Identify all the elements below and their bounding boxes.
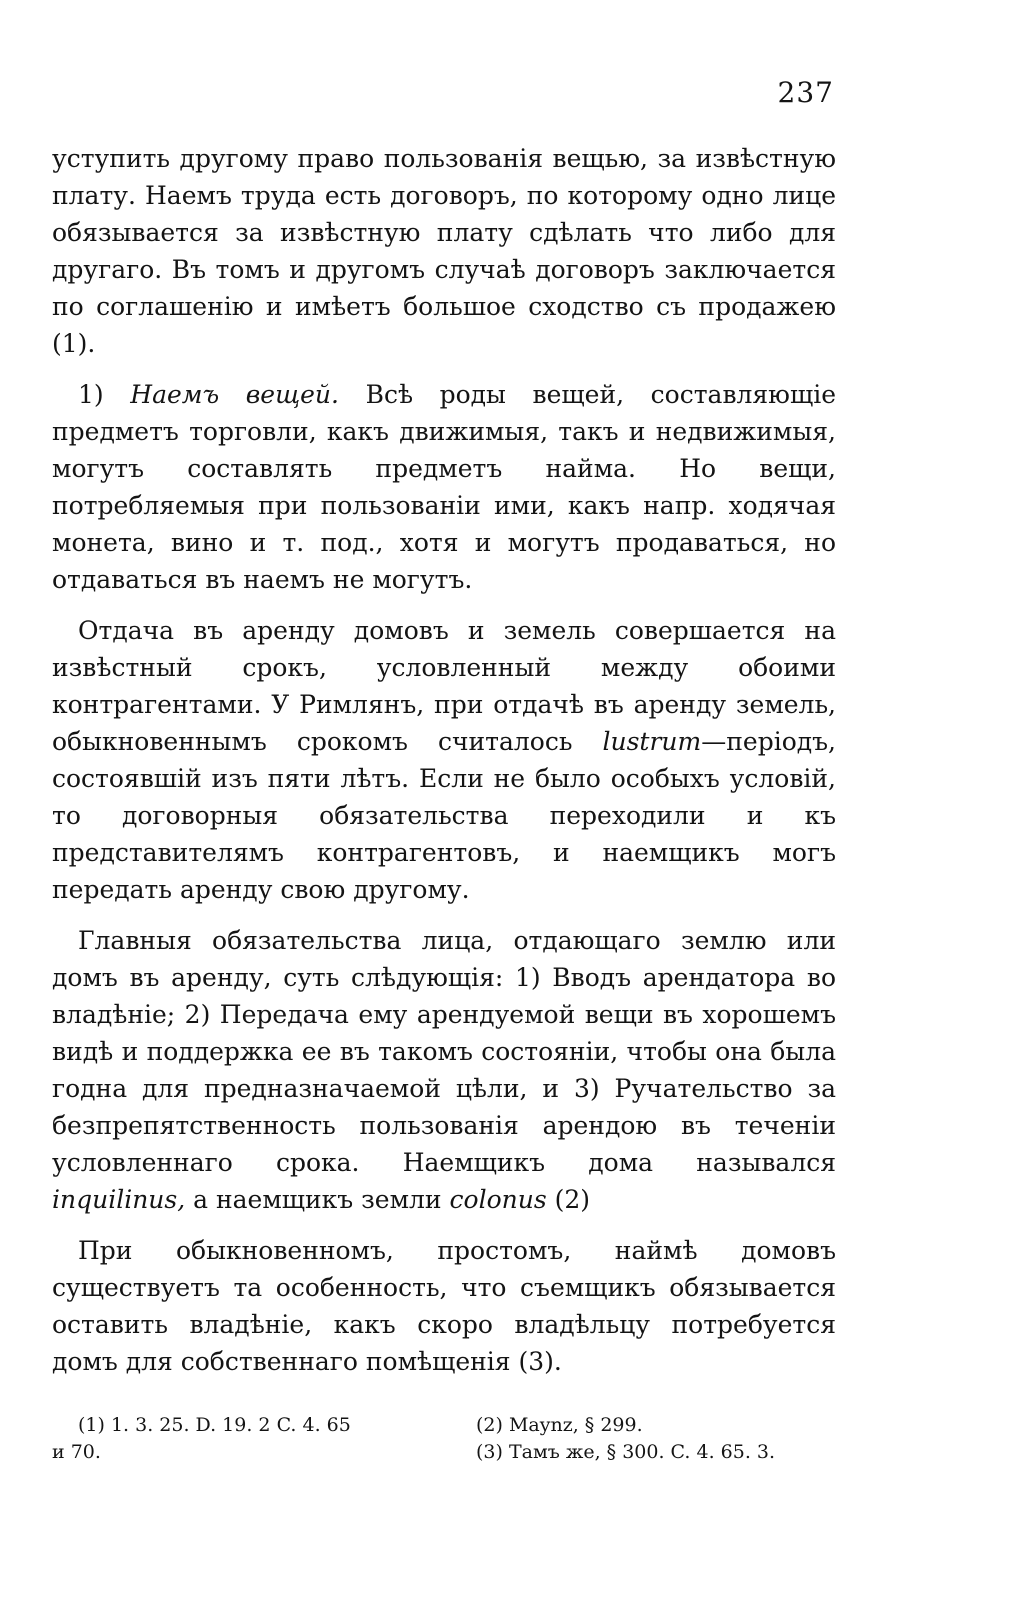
paragraph-3-after: —періодъ, состоявшій изъ пяти лѣтъ. Если не было особыхъ условій, то договорныя обязательства переходили и къ представителямъ контрагентовъ, и наемщикъ могъ передать аренду свою другому. (52, 727, 836, 904)
text-body (52, 140, 836, 1394)
paragraph-2-heading: Наемъ вещей. (130, 380, 339, 409)
page-number: 237 (777, 76, 834, 109)
footnotes (52, 1412, 836, 1466)
paragraph-2-text: Всѣ роды вещей, составляющіе предметъ торговли, какъ движимыя, такъ и недвижимыя, могутъ составлять предметъ найма. Но вещи, потребляемыя при пользованіи ими, какъ напр. ходячая монета, вино и т. под., хотя и могутъ продаваться, но отдаваться въ наемъ не могутъ. (52, 380, 836, 594)
footnote-column-left (52, 1412, 422, 1466)
paragraph-4-middle: а наемщикъ земли (185, 1185, 450, 1214)
paragraph-3-before: Отдача въ аренду домовъ и земель совершается на извѣстный срокъ, условленный между обоими контрагентами. У Римлянъ, при отдачѣ въ аренду земель, обыкновеннымъ срокомъ считалось (52, 616, 836, 756)
paragraph-2-prefix: 1) (78, 380, 131, 409)
paragraph-4-term-colonus: colonus (449, 1185, 547, 1214)
paragraph-3 (52, 612, 836, 908)
paragraph-4-term-inquilinus: inquilinus, (52, 1185, 186, 1214)
paragraph-5: При обыкновенномъ, простомъ, наймѣ домовъ существуетъ та особенность, что съемщикъ обязывается оставить владѣніе, какъ скоро владѣльцу потребуется домъ для собственнаго помѣщенія (3). (52, 1236, 836, 1376)
paragraph-2 (52, 376, 836, 598)
paragraph-4-before: Главныя обязательства лица, отдающаго землю или домъ въ аренду, суть слѣдующія: 1) Вводъ арендатора во владѣніе; 2) Передача ему арендуемой вещи въ хорошемъ видѣ и поддержка ее въ такомъ состояніи, чтобы она была годна для предназначаемой цѣли, и 3) Ручательство за безпрепятственность пользованія арендою въ теченіи условленнаго срока. Наемщикъ дома назывался (52, 926, 836, 1177)
footnote-1-line-1: (1) 1. 3. 25. D. 19. 2 C. 4. 65 (78, 1414, 351, 1436)
paragraph-4-after: (2) (546, 1185, 591, 1214)
paragraph-4 (52, 922, 836, 1218)
paragraph-1: уступить другому право пользованія вещью, за извѣстную плату. Наемъ труда есть договоръ, по которому одно лице обязывается за извѣстную плату сдѣлать что либо для другаго. Въ томъ и другомъ случаѣ договоръ заключается по соглашенію и имѣетъ большое сходство съ продажею (1). (52, 144, 836, 358)
paragraph-3-term: lustrum (602, 727, 702, 756)
footnote-1-line-2: и 70. (52, 1441, 101, 1463)
footnote-column-right (476, 1412, 836, 1466)
footnote-2: (2) Maynz, § 299. (476, 1414, 643, 1436)
footnote-3: (3) Тамъ же, § 300. C. 4. 65. 3. (476, 1441, 776, 1463)
